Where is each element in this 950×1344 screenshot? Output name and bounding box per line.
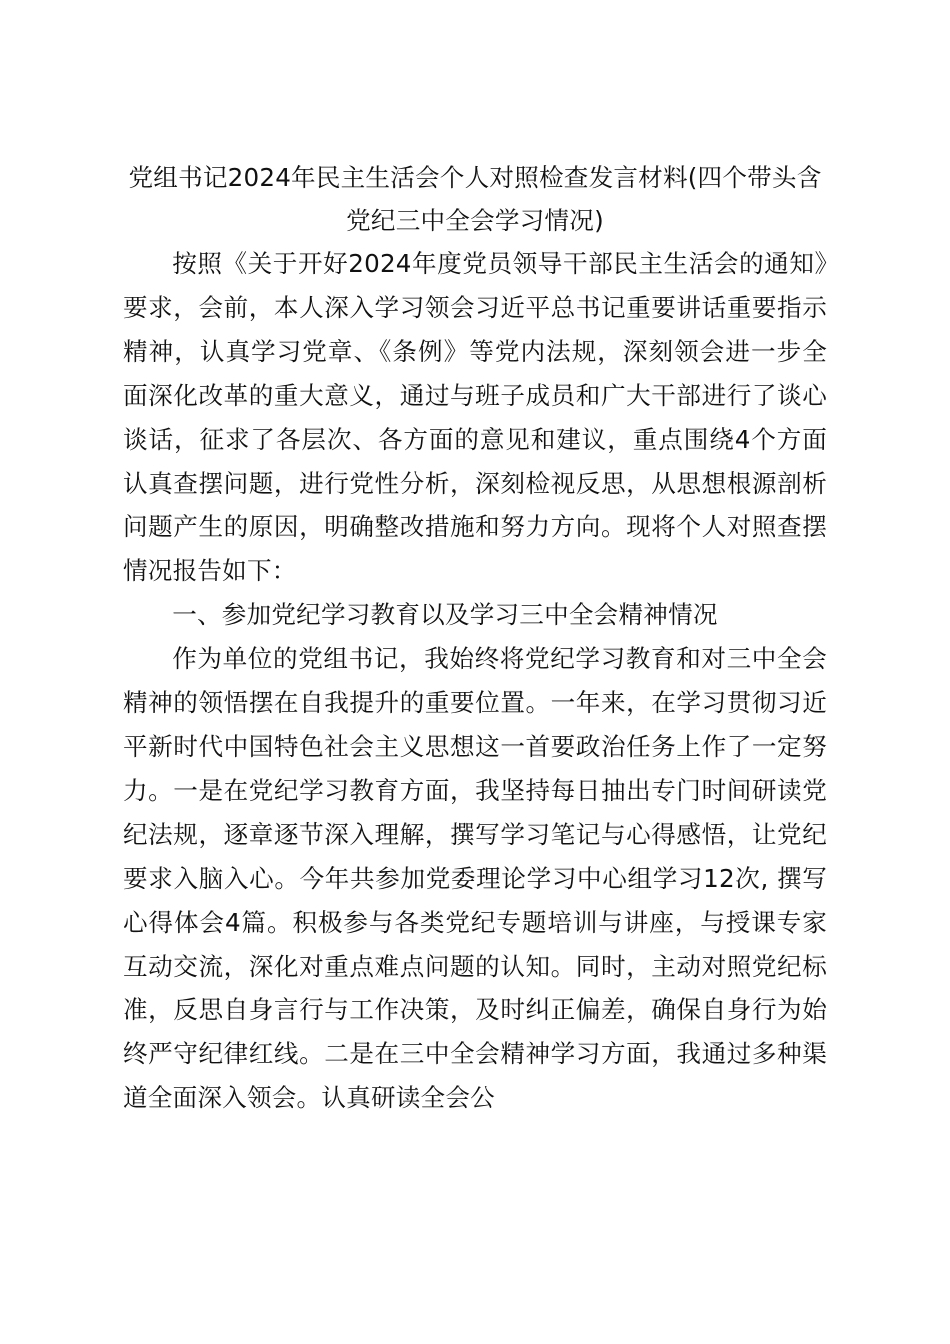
section-heading: 一、参加党纪学习教育以及学习三中全会精神情况 <box>172 600 718 630</box>
intro-paragraph: 按照《关于开好2024年度党员领导干部民主生活会的通知》要求，会前，本人深入学习领会习近平总书记重要讲话重要指示精神，认真学习党章、《条例》等党内法规，深刻领会进一步全面深化改革的重大意义，通过与班子成员和广大干部进行了谈心谈话，征求了各层次、各方面的意见和建议，重点围绕4个方面认真查摆问题，进行党性分析，深刻检视反思，从思想根源剖析问题产生的原因，明确整改措施和努力方向。现将个人对照查摆情况报告如下： <box>123 249 827 586</box>
document-title: 党组书记2024年民主生活会个人对照检查发言材料(四个带头含党纪三中全会学习情况) <box>128 163 822 235</box>
document-content <box>123 156 827 1120</box>
section-body-paragraph: 作为单位的党组书记，我始终将党纪学习教育和对三中全会精神的领悟摆在自我提升的重要位置。一年来，在学习贯彻习近平新时代中国特色社会主义思想这一首要政治任务上作了一定努力。一是在党纪学习教育方面，我坚持每日抽出专门时间研读党纪法规，逐章逐节深入理解，撰写学习笔记与心得感悟，让党纪要求入脑入心。今年共参加党委理论学习中心组学习12次, 撰写心得体会4篇。积极参与各类党纪专题培训与讲座，与授课专家互动交流，深化对重点难点问题的认知。同时，主动对照党纪标准，反思自身言行与工作决策，及时纠正偏差，确保自身行为始终严守纪律红线。二是在三中全会精神学习方面，我通过多种渠道全面深入领会。认真研读全会公 <box>123 644 827 1113</box>
